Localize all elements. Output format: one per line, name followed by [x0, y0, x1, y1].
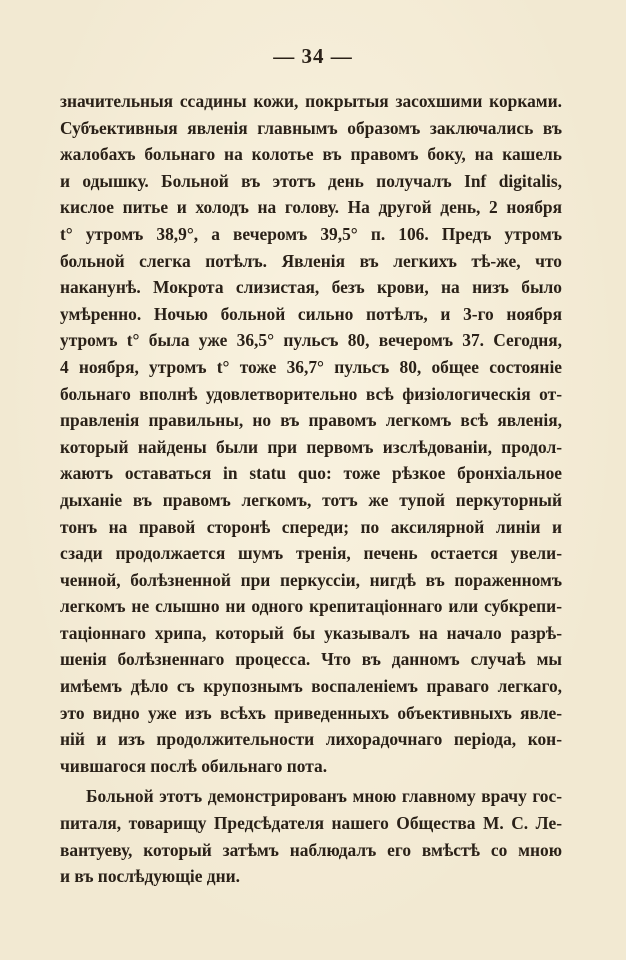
text-line: t° утромъ 38,9°, а вечеромъ 39,5° п. 106. Предъ утромъ [60, 223, 562, 244]
text-line: больной слегка потѣлъ. Явленія въ легкихъ тѣ-же, что [60, 250, 562, 271]
text-line: тонъ на правой сторонѣ спереди; по аксилярной линіи и [60, 516, 562, 537]
text-line: шенія болѣзненнаго процесса. Что въ данномъ случаѣ мы [60, 649, 562, 670]
text-line: наканунѣ. Мокрота слизистая, безъ крови, на низъ было [60, 277, 562, 298]
text-line: кислое питье и холодъ на голову. На другой день, 2 ноября [60, 197, 562, 218]
text-line: чившагося послѣ обильнаго пота. [60, 755, 328, 776]
text-line: питаля, товарищу Предсѣдателя нашего Общества М. С. Ле- [60, 813, 562, 834]
paragraph-case-description [60, 88, 562, 779]
text-line: дыханіе въ правомъ легкомъ, тотъ же тупой перкуторный [60, 489, 562, 510]
text-line: умѣренно. Ночью больной сильно потѣлъ, и 3-го ноября [60, 303, 562, 324]
body-text [60, 88, 562, 890]
text-line: вантуеву, который затѣмъ наблюдалъ его вмѣстѣ со мною [60, 839, 562, 860]
paragraph-demonstration [60, 783, 562, 889]
text-line: таціоннаго хрипа, который бы указывалъ на начало разрѣ- [60, 622, 562, 643]
text-line: правленія правильны, но въ правомъ легкомъ всѣ явленія, [60, 410, 562, 431]
text-line: ченной, болѣзненной при перкуссіи, нигдѣ въ пораженномъ [60, 569, 562, 590]
text-line: Больной этотъ демонстрированъ мною главному врачу гос- [86, 786, 562, 807]
text-line: Субъективныя явленія главнымъ образомъ заключались въ [60, 117, 562, 138]
text-line: имѣемъ дѣло съ крупознымъ воспаленіемъ праваго легкаго, [60, 676, 562, 697]
text-line: и одышку. Больной въ этотъ день получалъ Inf digitalis, [60, 170, 562, 191]
text-line: который найдены были при первомъ изслѣдованіи, продол- [60, 436, 562, 457]
text-line: ній и изъ продолжительности лихорадочнаго періода, кон- [60, 729, 562, 750]
text-line: утромъ t° была уже 36,5° пульсъ 80, вечеромъ 37. Сегодня, [60, 330, 562, 351]
text-line: больнаго вполнѣ удовлетворительно всѣ физіологическія от- [60, 383, 562, 404]
text-line: жалобахъ больнаго на колотье въ правомъ боку, на кашель [60, 144, 562, 165]
text-line: сзади продолжается шумъ тренія, печень остается увели- [60, 543, 562, 564]
page-number: — 34 — [273, 44, 353, 68]
text-line: и въ послѣдующіе дни. [60, 866, 240, 887]
text-line: 4 ноября, утромъ t° тоже 36,7° пульсъ 80, общее состояніе [60, 356, 562, 377]
text-line: жаютъ оставаться in statu quo: тоже рѣзкое бронхіальное [60, 463, 562, 484]
text-line: легкомъ не слышно ни одного крепитаціоннаго или субкрепи- [60, 596, 562, 617]
text-line: значительныя ссадины кожи, покрытыя засохшими корками. [60, 91, 562, 111]
text-line: это видно уже изъ всѣхъ приведенныхъ объективныхъ явле- [60, 702, 562, 723]
